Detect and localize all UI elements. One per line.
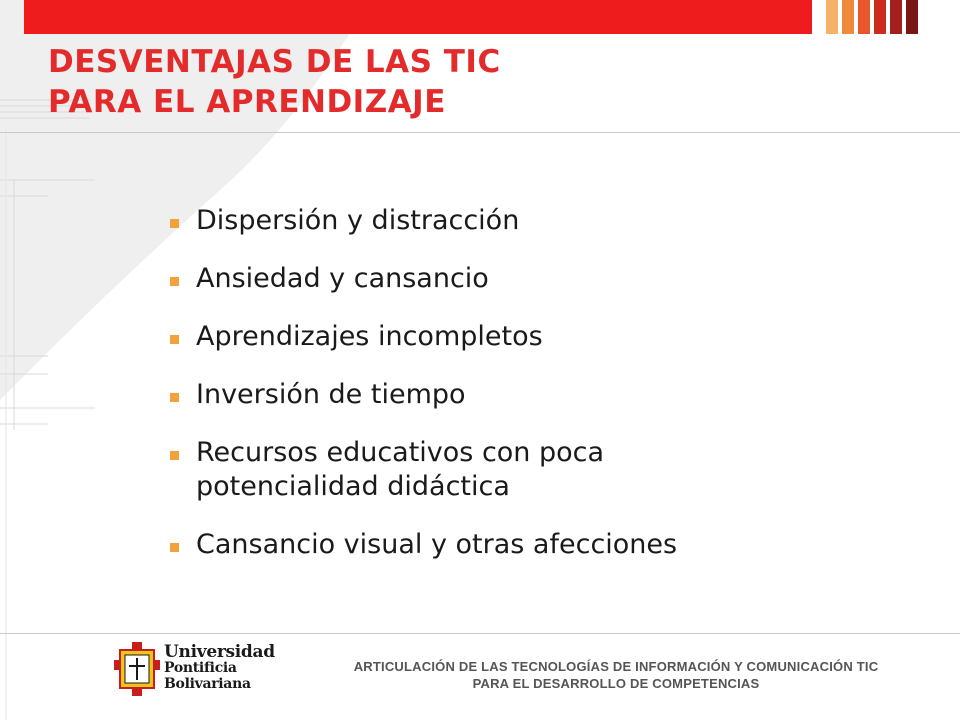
bullet-text: Cansancio visual y otras afecciones [196, 529, 678, 560]
title-line-1: DESVENTAJAS DE LAS TIC [48, 44, 501, 80]
stripe [826, 0, 838, 34]
bullet-square-icon [170, 393, 179, 402]
title-divider [0, 132, 960, 133]
footer-line-2: PARA EL DESARROLLO DE COMPETENCIAS [472, 676, 760, 691]
stripe [874, 0, 886, 34]
footer-divider [0, 633, 960, 634]
bullet-square-icon [170, 451, 179, 460]
university-crest-icon [114, 642, 160, 696]
bullet-square-icon [170, 219, 179, 228]
university-logo [114, 642, 275, 696]
bullet-text: Aprendizajes incompletos [196, 321, 543, 352]
bullet-text: Dispersión y distracción [196, 205, 520, 236]
bullet-item [168, 378, 888, 412]
bullet-text: Inversión de tiempo [196, 379, 466, 410]
footer-line-1: ARTICULACIÓN DE LAS TECNOLOGÍAS DE INFORMACIÓN Y COMUNICACIÓN TIC [353, 659, 879, 674]
bullet-item [168, 320, 888, 354]
bullet-item [168, 262, 888, 296]
title-line-2: PARA EL APRENDIZAJE [48, 84, 446, 120]
bullet-list [168, 204, 888, 586]
stripe [858, 0, 870, 34]
stripe [890, 0, 902, 34]
bullet-square-icon [170, 543, 179, 552]
bullet-text: Recursos educativos con poca potencialidad didáctica [196, 437, 605, 502]
bullet-item [168, 436, 716, 504]
stripe [906, 0, 918, 34]
header-red-bar [24, 0, 812, 34]
stripe [842, 0, 854, 34]
bullet-text: Ansiedad y cansancio [196, 263, 489, 294]
logo-line-2: Pontificia [164, 660, 237, 676]
bullet-item [168, 204, 888, 238]
slide-title [48, 42, 788, 122]
bullet-square-icon [170, 277, 179, 286]
bullet-square-icon [170, 335, 179, 344]
logo-line-3: Bolivariana [164, 676, 251, 692]
logo-wordmark [164, 644, 275, 692]
bullet-item [168, 528, 888, 562]
header-color-stripes [826, 0, 922, 34]
logo-line-1: Universidad [164, 642, 275, 662]
footer-caption [296, 658, 936, 692]
